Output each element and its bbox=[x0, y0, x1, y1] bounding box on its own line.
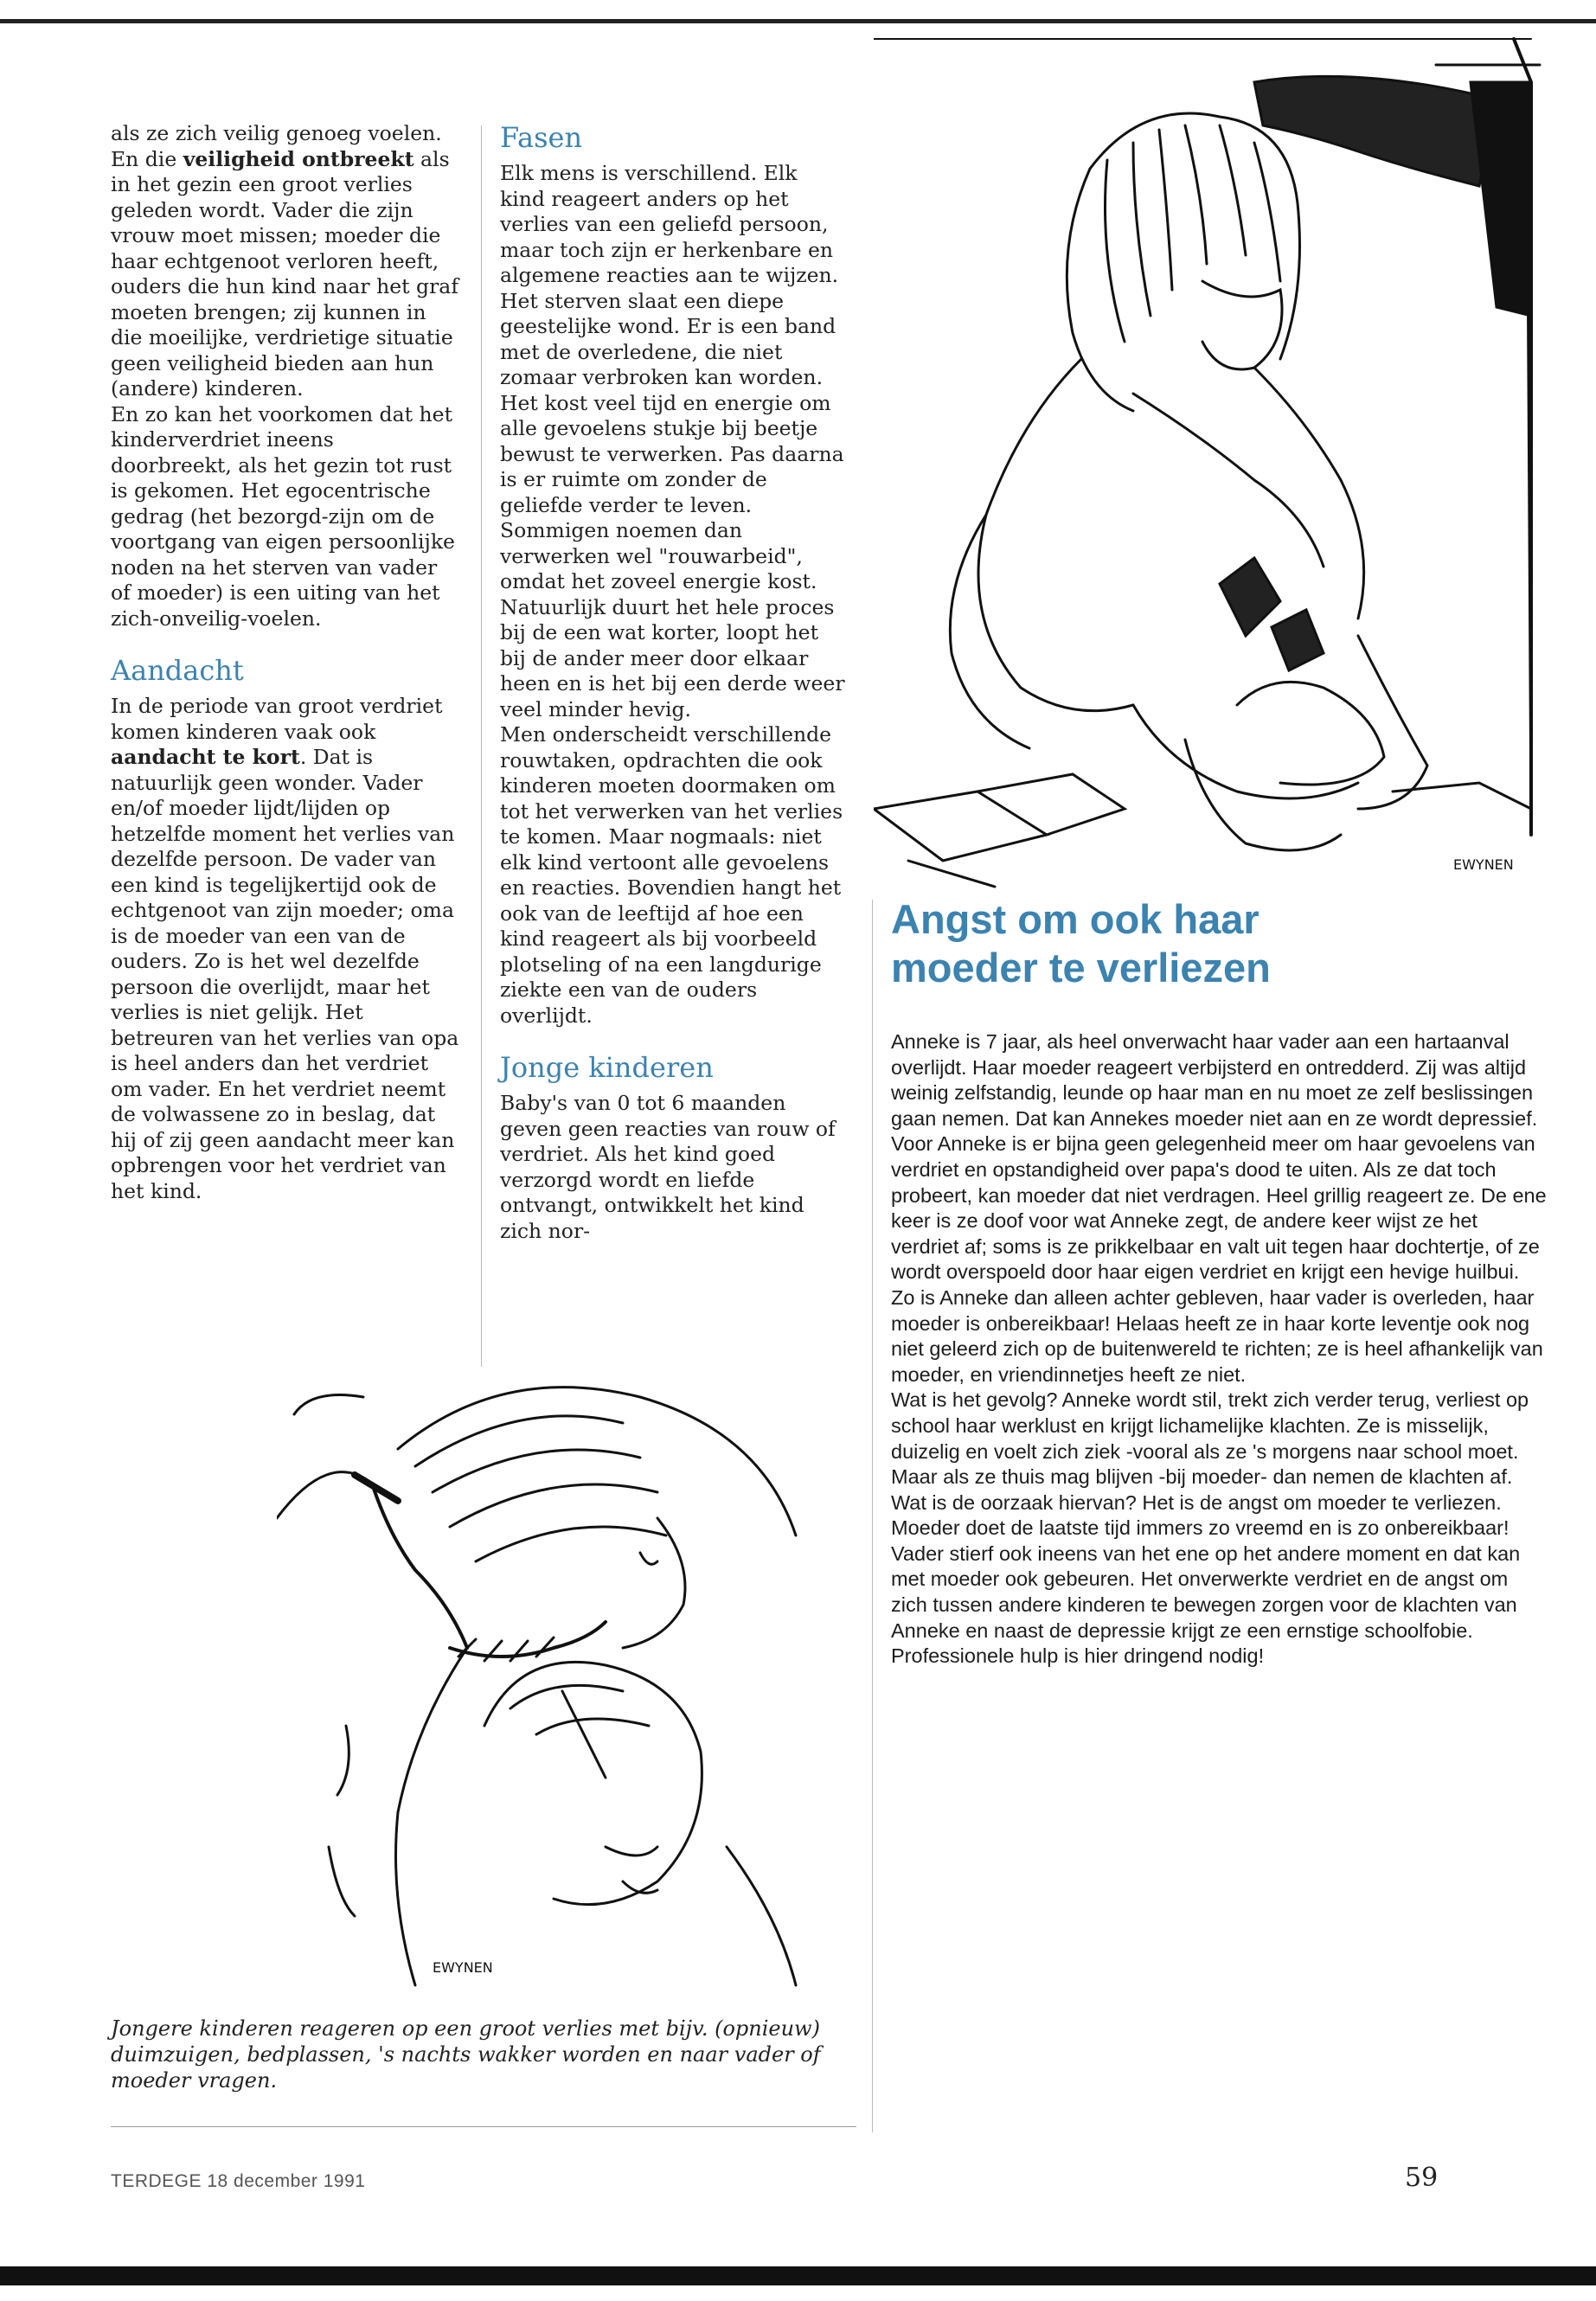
sidebar-title: Angst om ook haar moeder te verliezen bbox=[891, 896, 1271, 990]
paragraph: En zo kan het voorkomen dat het kinderverdriet ineens doorbreekt, als het gezin tot rust is gekomen. Het egocentrische gedrag (het bezorgd-zijn om de voortgang van eigen persoonlijke noden na het sterven van vader of moeder) is een uiting van het zich-onveilig-voelen. bbox=[111, 401, 455, 631]
section-heading-aandacht: Aandacht bbox=[111, 654, 244, 687]
page-number: 59 bbox=[1405, 2163, 1439, 2193]
paragraph: als ze zich veilig genoeg voelen. En die veiligheid ontbreekt als in het gezin een groot verlies geleden wordt. Vader die zijn vrouw moet missen; moeder die haar echtgenoot verloren heeft, ouders die hun kind naar het graf moeten brengen; zij kunnen in die moeilijke, verdrietige situatie geen veiligheid bieden aan hun (andere) kinderen. bbox=[111, 121, 459, 401]
illustration-crouching-child bbox=[874, 30, 1544, 891]
article-column-2 bbox=[500, 121, 846, 1244]
illustration-signature: EWYNEN bbox=[433, 1959, 493, 1976]
bottom-border bbox=[0, 2266, 1596, 2285]
section-heading-jonge-kinderen: Jonge kinderen bbox=[500, 1051, 714, 1084]
illustration-mother-and-child bbox=[277, 1362, 830, 1998]
publication-footer: TERDEGE 18 december 1991 bbox=[111, 2171, 366, 2191]
paragraph: In de periode van groot verdriet komen kinderen vaak ook aandacht te kort. Dat is natuurlijk geen wonder. Vader en/of moeder lijdt/lijden op hetzelfde moment het verlies van dezelfde persoon. De vader van een kind is tegelijkertijd ook de echtgenoot van zijn moeder; oma is de moeder van een van de ouders. Zo is het wel dezelfde persoon die overlijdt, maar het verlies is niet gelijk. Het betreuren van het verlies van opa is heel anders dan het verdriet om vader. En het verdriet neemt de volwassene zo in beslag, dat hij of zij geen aandacht meer kan opbrengen voor het verdriet van het kind. bbox=[111, 694, 459, 1203]
sidebar-divider bbox=[872, 900, 873, 2132]
image-caption: Jongere kinderen reageren op een groot verlies met bijv. (opnieuw) duimzuigen, bedplassen, 's nachts wakker worden en naar vader of moeder vragen. bbox=[111, 2016, 821, 2093]
sidebar-body bbox=[891, 1029, 1548, 1670]
paragraph: Men onderscheidt verschillende rouwtaken, opdrachten die ook kinderen moeten doormaken om tot het verwerken van het verlies te komen. Maar nogmaals: niet elk kind vertoont alle gevoelens en reacties. Bovendien hangt het ook van de leeftijd af hoe een kind reageert als bij voorbeeld plotseling of na een langdurige ziekte een van de ouders overlijdt. bbox=[500, 722, 843, 1028]
top-border bbox=[0, 19, 1596, 23]
article-column-1 bbox=[111, 121, 461, 1204]
column-divider bbox=[481, 125, 482, 1367]
illustration-signature: EWYNEN bbox=[1453, 856, 1514, 873]
emphasis: veiligheid ontbreekt bbox=[183, 146, 414, 171]
paragraph: Baby's van 0 tot 6 maanden geven geen reacties van rouw of verdriet. Als het kind goed verzorgd wordt en liefde ontvangt, ontwikkelt het kind zich nor- bbox=[500, 1091, 836, 1243]
section-heading-fasen: Fasen bbox=[500, 121, 583, 154]
caption-divider bbox=[111, 2126, 856, 2127]
paragraph: Wat is het gevolg? Anneke wordt stil, trekt zich verder terug, verliest op school haar werklust en krijgt lichamelijke klachten. Ze is misselijk, duizelig en voelt zich ziek -vooral als ze 's morgens naar school moet. Maar als ze thuis mag blijven -bij moeder- dan nemen de klachten af. Wat is de oorzaak hiervan? Het is de angst om moeder te verliezen. Moeder doet de laatste tijd immers zo vreemd en is zo onbereikbaar! Vader stierf ook ineens van het ene op het andere moment en dat kan met moeder ook gebeuren. Het onverwerkte verdriet en de angst om zich tussen andere kinderen te bewegen zorgen voor de klachten van Anneke en naast de depressie krijgt ze een ernstige schoolfobie. Professionele hulp is hier dringend nodig! bbox=[891, 1388, 1529, 1668]
paragraph: Elk mens is verschillend. Elk kind reageert anders op het verlies van een geliefd persoon, maar toch zijn er herkenbare en algemene reacties aan te wijzen. Het sterven slaat een diepe geestelijke wond. Er is een band met de overledene, die niet zomaar verbroken kan worden. Het kost veel tijd en energie om alle gevoelens stukje bij beetje bewust te verwerken. Pas daarna is er ruimte om zonder de geliefde verder te leven. Sommigen noemen dan verwerken wel "rouwarbeid", omdat het zoveel energie kost. Natuurlijk duurt het hele proces bij de een wat korter, loopt het bij de ander meer door elkaar heen en is het bij een derde weer veel minder hevig. bbox=[500, 161, 845, 721]
paragraph: Anneke is 7 jaar, als heel onverwacht haar vader aan een hartaanval overlijdt. Haar moeder reageert verbijsterd en ontredderd. Zij was altijd weinig zelfstandig, leunde op haar man en nu moet ze zelf beslissingen gaan nemen. Dat kan Annekes moeder niet aan en ze wordt depressief. Voor Anneke is er bijna geen gelegenheid meer om haar gevoelens van verdriet en opstandigheid over papa's dood te uiten. Als ze dat toch probeert, kan moeder dat niet verdragen. Heel grillig reageert ze. De ene keer is ze doof voor wat Anneke zegt, de andere keer wijst ze het verdriet af; soms is ze prikkelbaar en valt uit tegen haar dochtertje, of ze wordt overspoeld door haar eigen verdriet en krijgt een hevige huilbui. Zo is Anneke dan alleen achter gebleven, haar vader is overleden, haar moeder is onbereikbaar! Helaas heeft ze in haar korte leventje ook nog niet geleerd zich op de buitenwereld te richten; ze is heel afhankelijk van moeder, en vriendinnetjes heeft ze niet. bbox=[891, 1030, 1547, 1386]
emphasis: aandacht te kort bbox=[111, 745, 300, 769]
